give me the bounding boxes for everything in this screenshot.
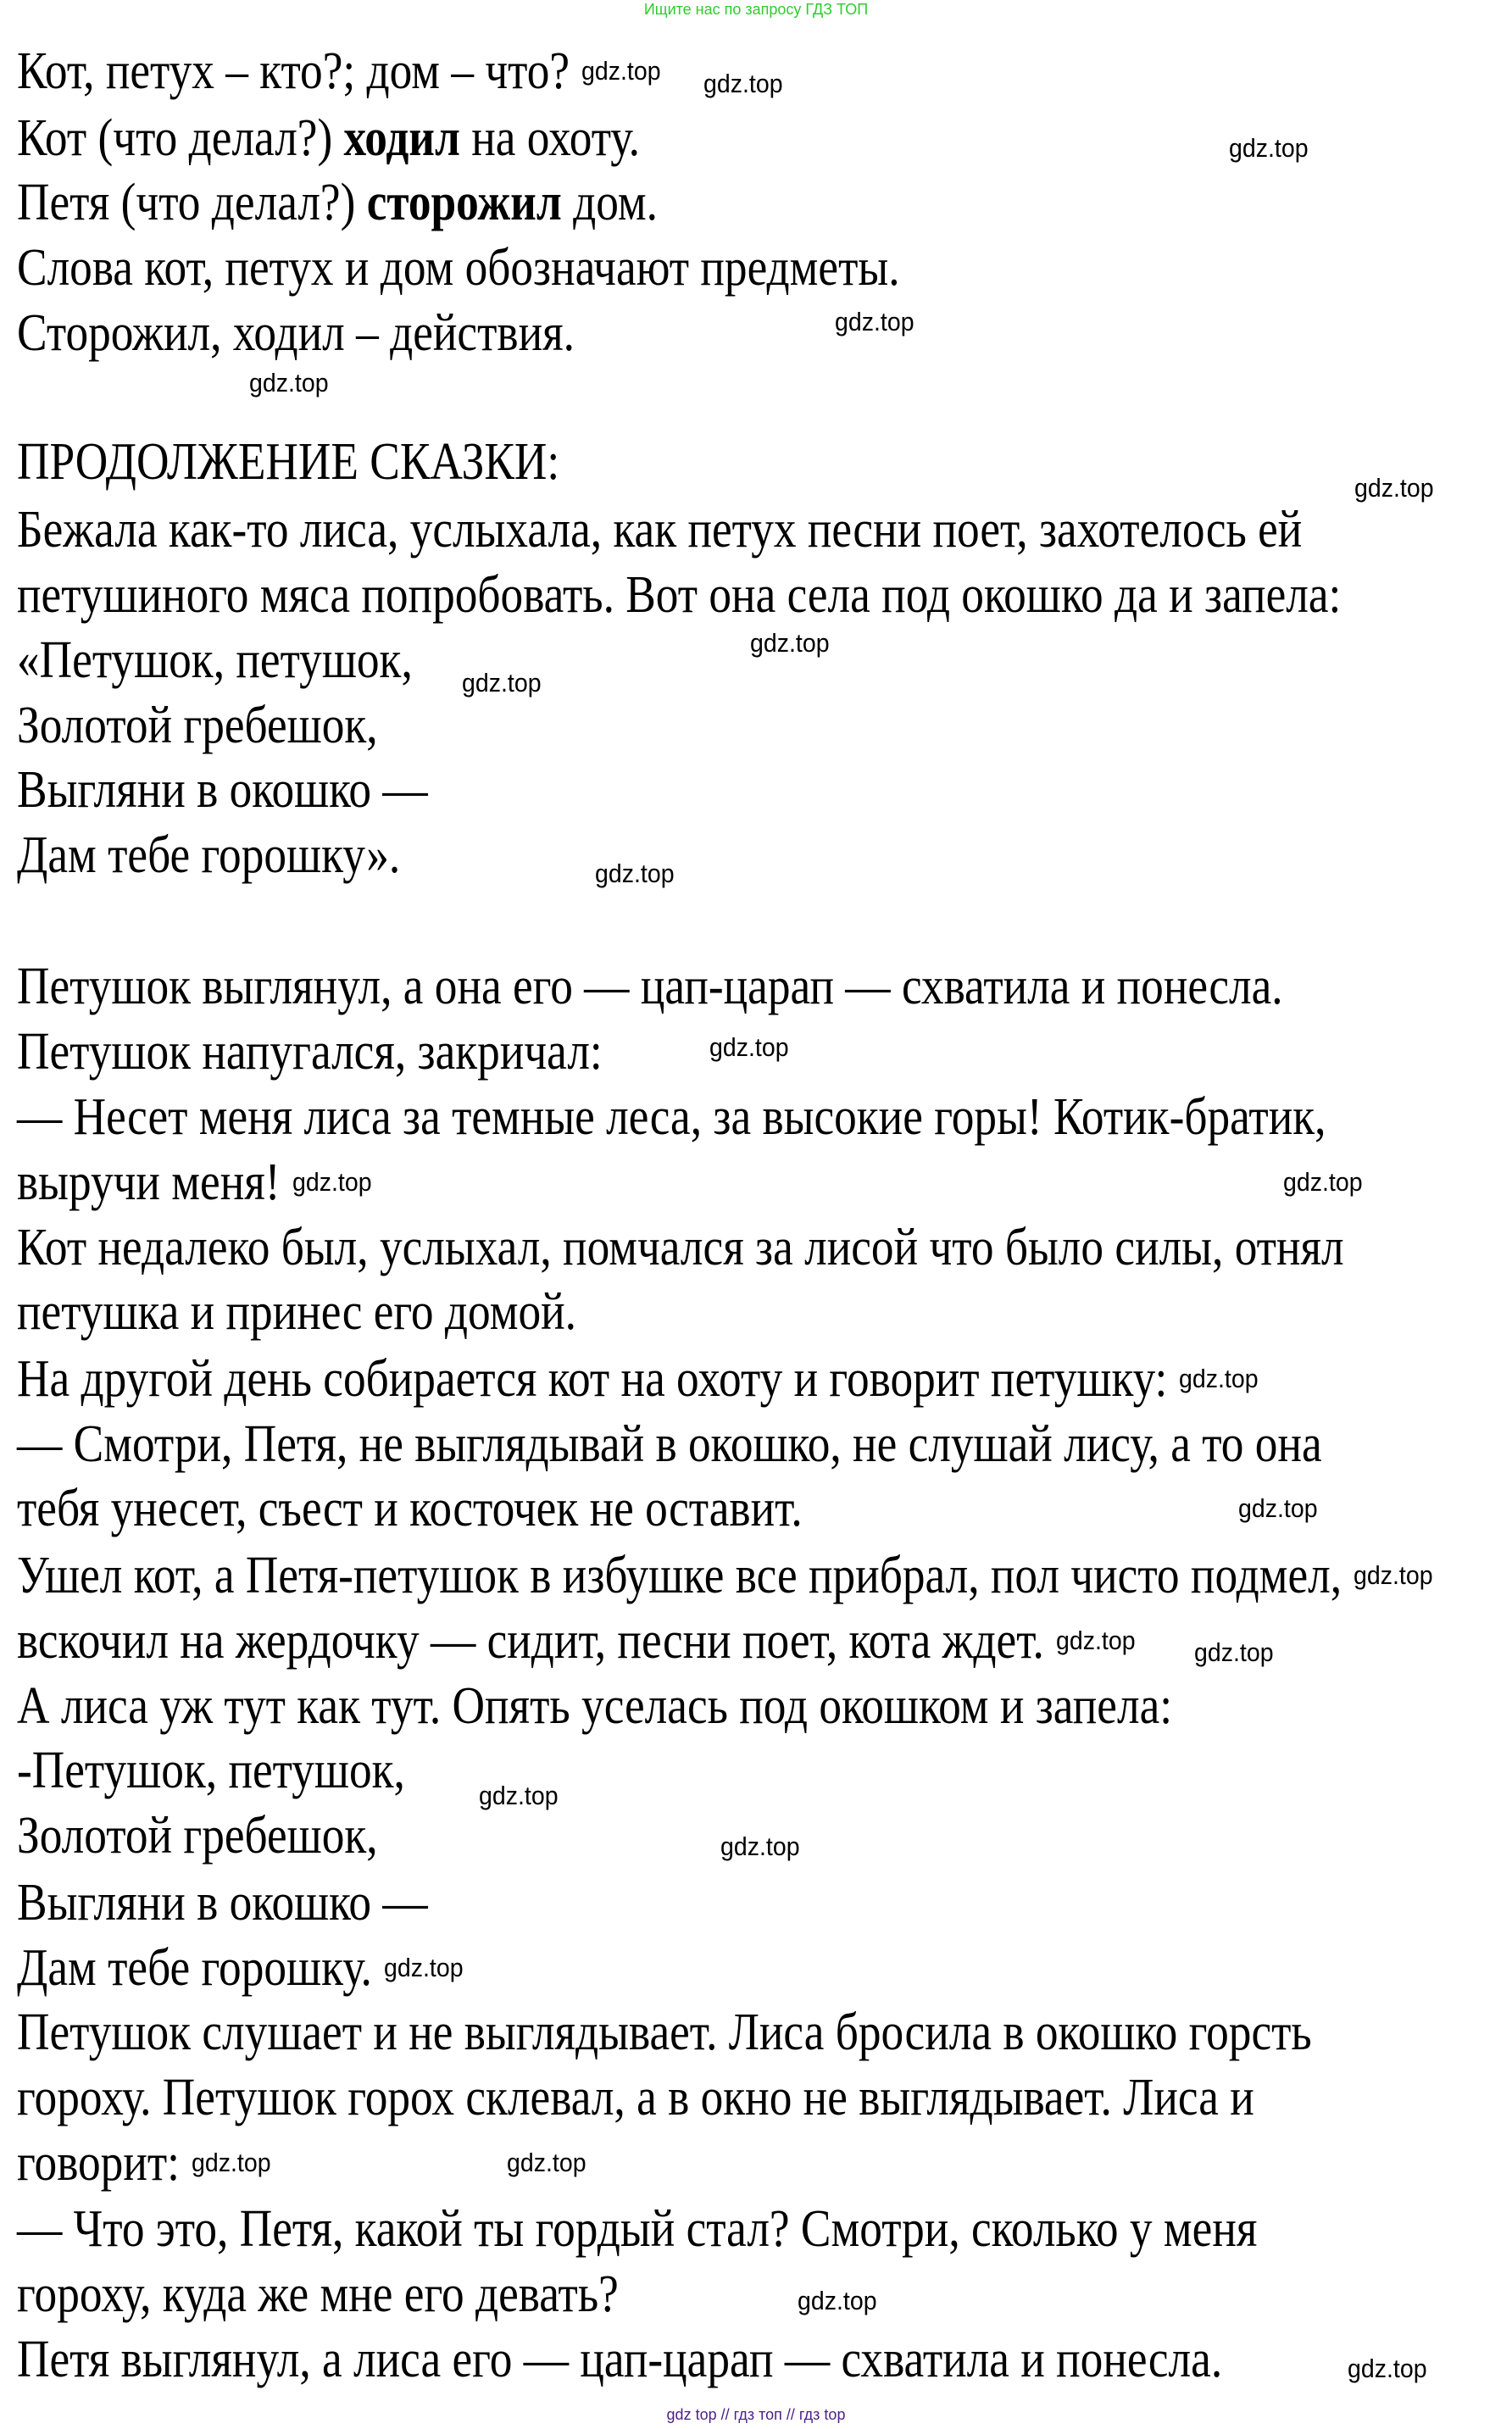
text-line (17, 2068, 1254, 2127)
text-segment: Золотой гребешок, (17, 1807, 378, 1865)
text-segment: Петушок напугался, закричал: (17, 1023, 603, 1081)
watermark-text: gdz.top (249, 367, 329, 397)
bold-word: сторожил (366, 174, 562, 232)
text-segment: выручи меня! (17, 1153, 281, 1211)
text-segment: гороху. Петушок горох склевал, а в окно не выглядывает. Лиса и (17, 2069, 1254, 2127)
text-segment: дом. (561, 174, 658, 232)
text-segment: -Петушок, петушок, (17, 1742, 405, 1800)
text-segment: А лиса уж тут как тут. Опять уселась под окошком и запела: (17, 1676, 1173, 1735)
text-line (17, 1676, 1172, 1736)
watermark-text: gdz.top (292, 1166, 372, 1197)
text-line (17, 173, 658, 232)
watermark-text: gdz.top (191, 2147, 271, 2177)
watermark-text: gdz.top (798, 2285, 877, 2315)
text-line (17, 760, 428, 820)
text-line (17, 1741, 405, 1800)
text-line (17, 696, 378, 755)
text-segment: петушка и принес его домой. (17, 1283, 576, 1342)
text-line (17, 1611, 1044, 1670)
text-line (17, 432, 559, 492)
watermark-text: gdz.top (720, 1831, 800, 1861)
bold-word: ходил (343, 108, 460, 167)
text-line (17, 1153, 281, 1212)
search-banner: Ищите нас по запросу ГДЗ ТОП (643, 1, 869, 18)
watermark-text: gdz.top (1348, 2354, 1427, 2383)
text-line (17, 1546, 1342, 1605)
watermark-text: gdz.top (1354, 1560, 1433, 1591)
text-line (17, 1282, 576, 1342)
text-segment: Бежала как-то лиса, услыхала, как петух песни поет, захотелось ей (17, 501, 1303, 559)
text-segment: Ушел кот, а Петя-петушок в избушке все прибрал, пол чисто подмел, (17, 1547, 1342, 1605)
text-segment: «Петушок, петушок, (17, 631, 413, 689)
text-line (17, 42, 570, 101)
watermark-text: gdz.top (1055, 1625, 1136, 1655)
watermark-text: gdz.top (749, 627, 830, 658)
text-segment: гороху, куда же мне его девать? (17, 2265, 619, 2324)
watermark-text: gdz.top (1237, 1493, 1318, 1524)
text-line (17, 2199, 1257, 2259)
watermark-text: gdz.top (478, 1780, 559, 1810)
text-segment: — Что это, Петя, какой ты гордый стал? Смотри, сколько у меня (17, 2200, 1258, 2259)
text-line (17, 1087, 1326, 1147)
text-segment: петушиного мяса попробовать. Вот она села под окошко да и запела: (17, 565, 1342, 624)
text-line (17, 500, 1302, 559)
text-line (17, 2133, 180, 2193)
text-segment: Дам тебе горошку. (17, 1938, 372, 1997)
watermark-text: gdz.top (703, 68, 783, 98)
text-segment: На другой день собирается кот на охоту и говорит петушку: (17, 1349, 1168, 1408)
text-line (17, 825, 400, 885)
watermark-text: gdz.top (383, 1952, 464, 1982)
text-line (17, 303, 575, 363)
text-line (17, 1938, 372, 1998)
watermark-text: gdz.top (1282, 1166, 1363, 1197)
text-segment: Выгляни в окошко — (17, 1873, 428, 1932)
text-line (17, 2265, 619, 2324)
text-segment: Петя (что делал?) (17, 174, 367, 232)
footer-watermark: gdz top // гдз топ // гдз top (666, 2406, 846, 2423)
watermark-text: gdz.top (506, 2147, 586, 2177)
watermark-text: gdz.top (594, 858, 675, 888)
watermark-text: gdz.top (1354, 472, 1434, 503)
text-segment: ПРОДОЛЖЕНИЕ СКАЗКИ: (17, 432, 560, 491)
watermark-text: gdz.top (1179, 1363, 1259, 1393)
text-segment: говорит: (17, 2133, 180, 2192)
text-line (17, 631, 413, 690)
text-line (17, 1022, 603, 1081)
watermark-text: gdz.top (1194, 1637, 1274, 1668)
text-segment: Петя выглянул, а лиса его — цап-царап — схватила и понесла. (17, 2331, 1223, 2389)
watermark-text: gdz.top (581, 56, 661, 86)
watermark-text: gdz.top (709, 1031, 789, 1062)
text-segment: Кот (что делал?) (17, 108, 344, 167)
text-segment: Дам тебе горошку». (17, 826, 401, 885)
watermark-text: gdz.top (1228, 133, 1309, 164)
text-segment: на охоту. (459, 108, 640, 167)
text-segment: — Несет меня лиса за темные леса, за высокие горы! Котик-братик, (17, 1087, 1326, 1146)
text-segment: вскочил на жердочку — сидит, песни поет, кота ждет. (17, 1611, 1044, 1670)
text-segment: Петушок выглянул, а она его — цап-царап — схватила и понесла. (17, 958, 1283, 1016)
text-line (17, 1873, 428, 1932)
text-segment: Слова кот, петух и дом обозначают предметы. (17, 239, 900, 297)
text-line (17, 108, 640, 168)
text-line (17, 238, 900, 297)
text-line (17, 1349, 1167, 1409)
text-segment: Кот недалеко был, услыхал, помчался за лисой что было силы, отнял (17, 1218, 1344, 1276)
text-line (17, 1415, 1322, 1474)
watermark-text: gdz.top (835, 307, 914, 337)
text-segment: — Смотри, Петя, не выглядывай в окошко, не слушай лису, а то она (17, 1415, 1322, 1473)
watermark-text: gdz.top (461, 668, 542, 698)
text-segment: Выгляни в окошко — (17, 761, 428, 820)
text-segment: тебя унесет, съест и косточек не оставит. (17, 1480, 803, 1538)
text-line (17, 1218, 1344, 1277)
text-segment: Кот, петух – кто?; дом – что? (17, 42, 570, 101)
text-line (17, 1479, 803, 1538)
text-line (17, 2003, 1312, 2062)
text-segment: Сторожил, ходил – действия. (17, 304, 575, 363)
text-line (17, 2330, 1222, 2389)
text-line (17, 1806, 378, 1865)
text-line (17, 565, 1341, 625)
text-segment: Золотой гребешок, (17, 696, 378, 754)
text-line (17, 957, 1283, 1016)
text-segment: Петушок слушает и не выглядывает. Лиса бросила в окошко горсть (17, 2004, 1312, 2062)
